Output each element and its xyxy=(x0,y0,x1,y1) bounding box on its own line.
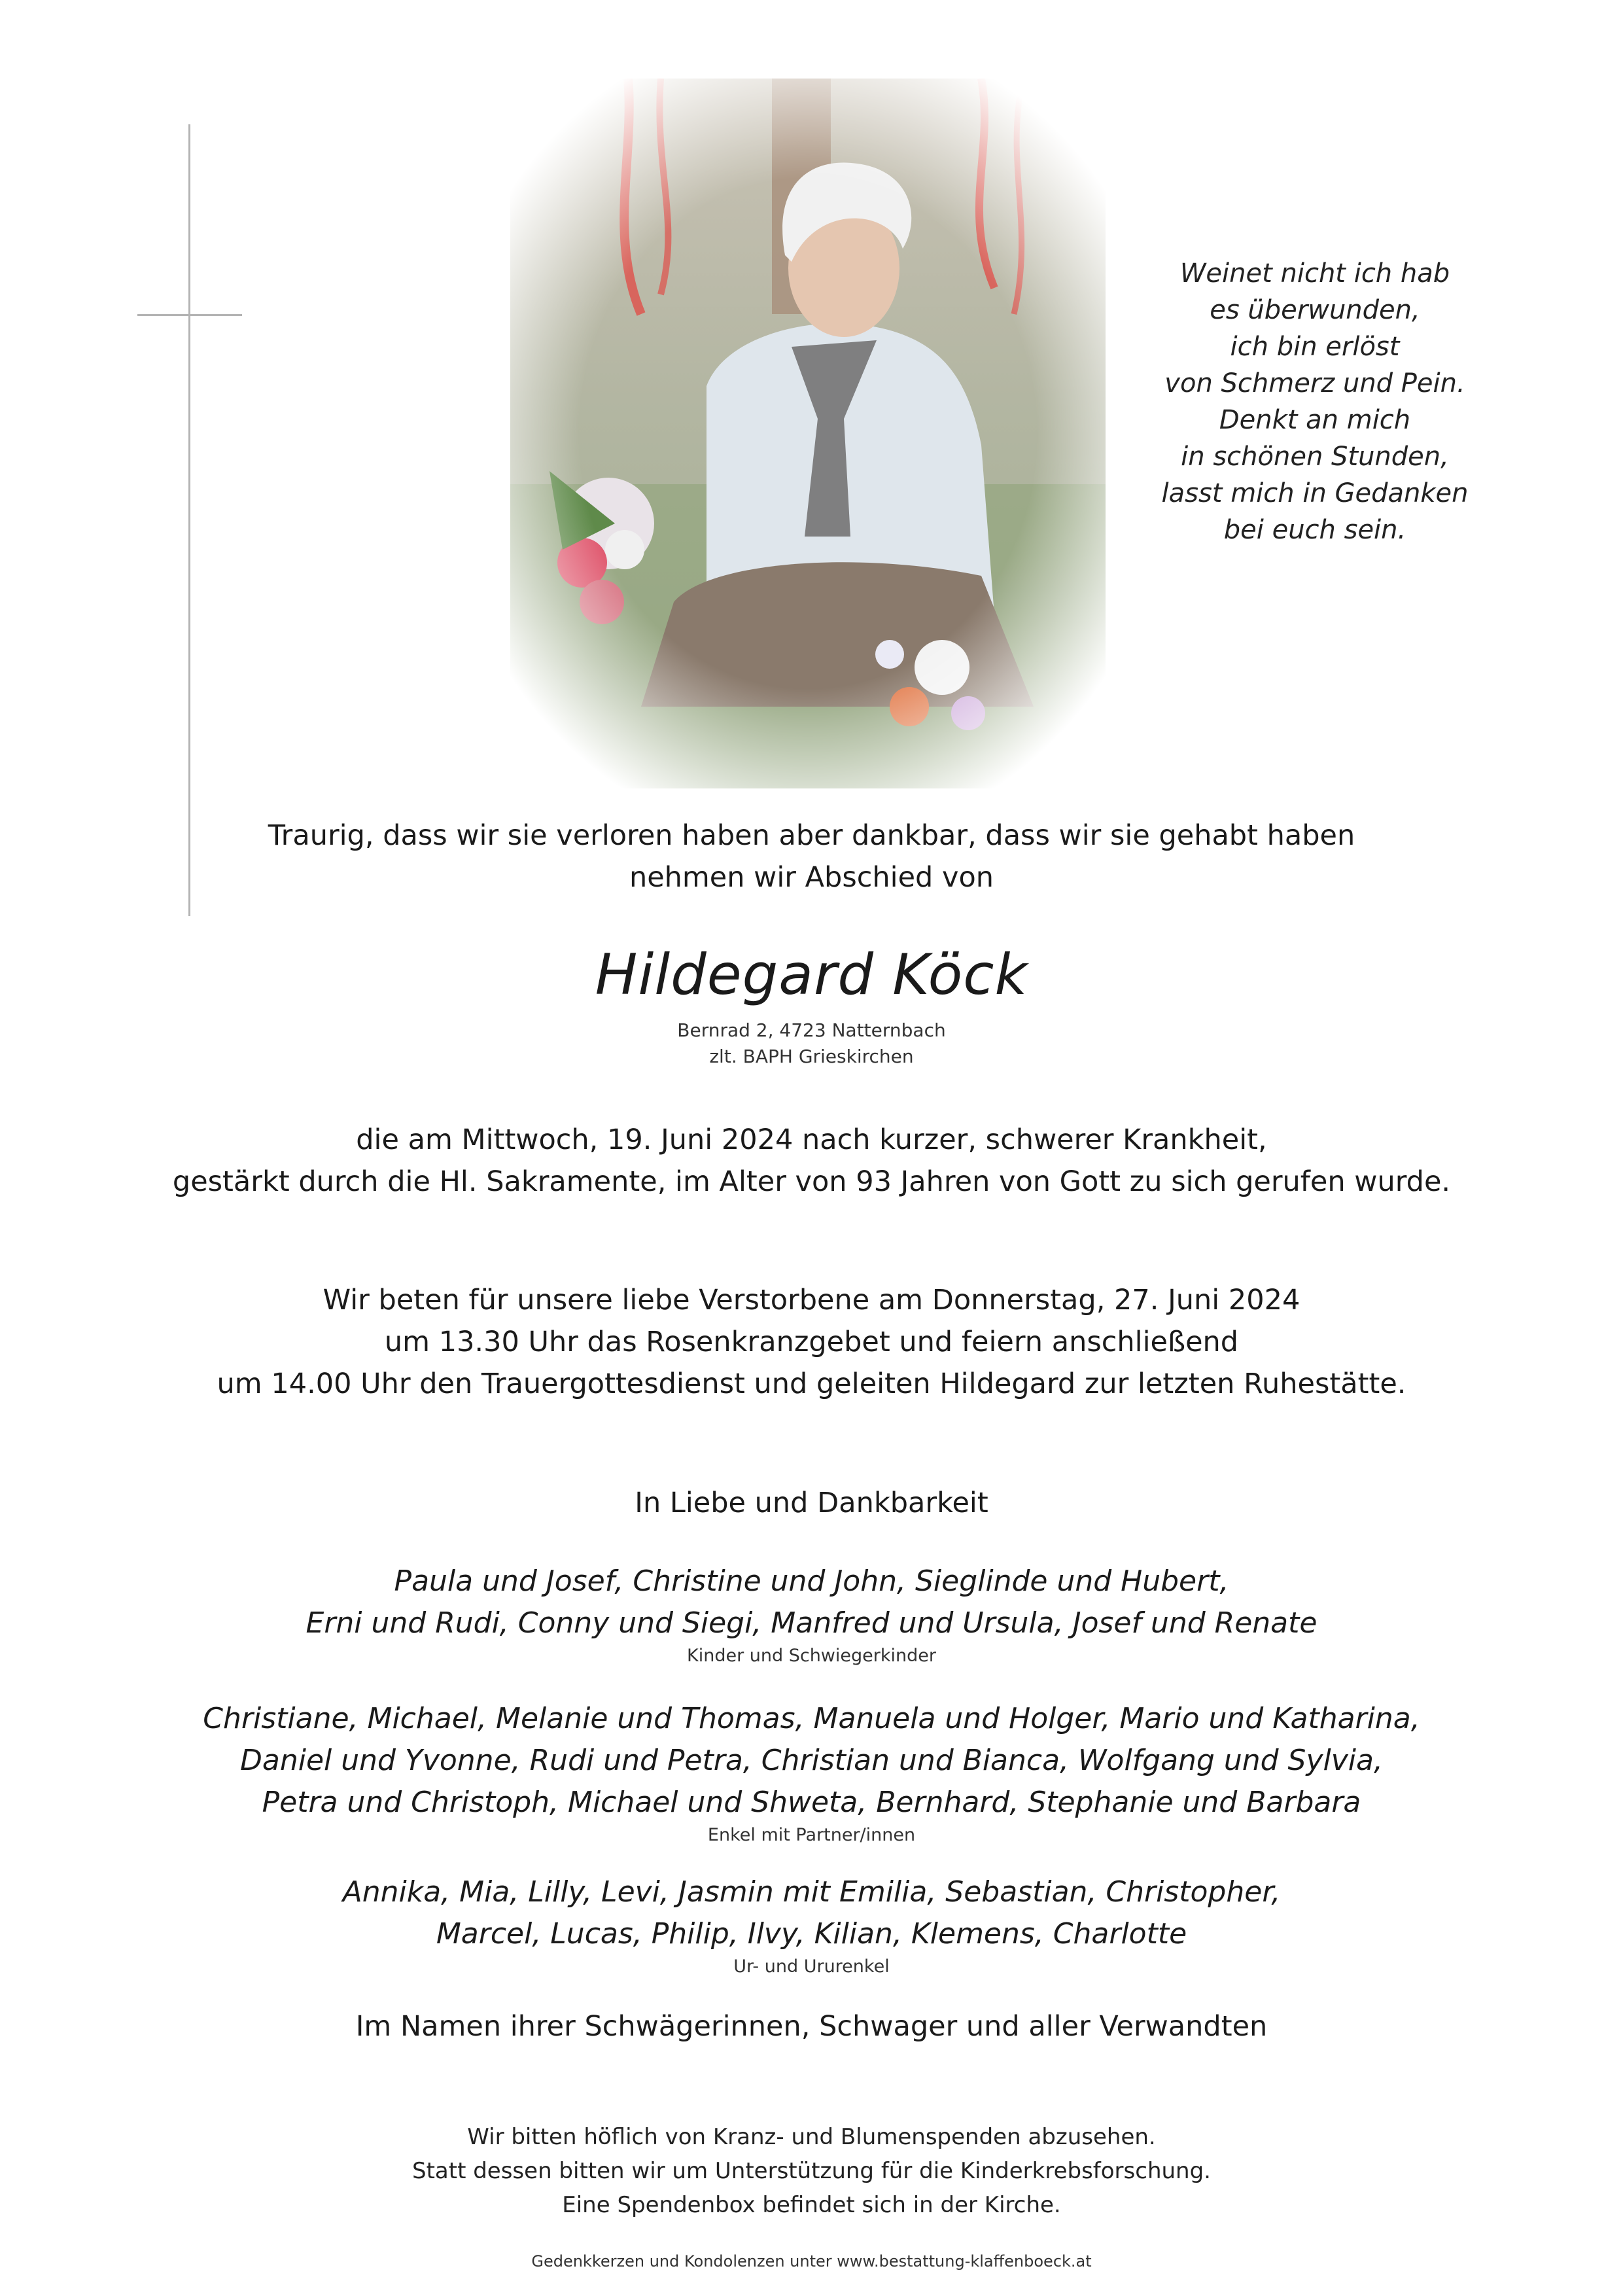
poem-line: lasst mich in Gedanken xyxy=(1161,478,1469,508)
service-line: um 14.00 Uhr den Trauergottesdienst und geleiten Hildegard zur letzten Ruhestätte. xyxy=(217,1368,1406,1400)
in-love-heading: In Liebe und Dankbarkeit xyxy=(635,1487,988,1519)
deceased-address xyxy=(0,1017,1623,1070)
family-line: Petra und Christoph, Michael und Shweta, Bernhard, Stephanie und Barbara xyxy=(262,1786,1361,1819)
service-info xyxy=(0,1279,1623,1405)
donation-line: Statt dessen bitten wir um Unterstützung für die Kinderkrebsforschung. xyxy=(412,2158,1211,2184)
family-grandchildren xyxy=(0,1698,1623,1847)
donation-note xyxy=(0,2120,1623,2222)
death-line: gestärkt durch die Hl. Sakramente, im Alter von 93 Jahren von Gott zu sich gerufen wurde. xyxy=(172,1165,1451,1198)
intro-text xyxy=(0,815,1623,898)
portrait-illustration xyxy=(510,79,1106,788)
family-great-grandchildren xyxy=(0,1871,1623,1979)
family-line: Daniel und Yvonne, Rudi und Petra, Christian und Bianca, Wolfgang und Sylvia, xyxy=(240,1744,1383,1777)
poem-line: Denkt an mich xyxy=(1219,405,1411,435)
donation-line: Eine Spendenbox befindet sich in der Kirche. xyxy=(562,2192,1061,2218)
cross-horizontal-bar xyxy=(137,314,242,316)
death-notice xyxy=(0,1119,1623,1203)
family-line: Erni und Rudi, Conny und Siegi, Manfred und Ursula, Josef und Renate xyxy=(305,1606,1318,1640)
address-line: Bernrad 2, 4723 Natternbach xyxy=(677,1019,946,1041)
relatives-note: Im Namen ihrer Schwägerinnen, Schwager und aller Verwandten xyxy=(355,2010,1268,2043)
poem xyxy=(1106,255,1524,548)
footer-text: Gedenkkerzen und Kondolenzen unter www.bestattung-klaffenboeck.at xyxy=(531,2252,1092,2270)
poem-line: bei euch sein. xyxy=(1223,515,1406,545)
service-line: um 13.30 Uhr das Rosenkranzgebet und feiern anschließend xyxy=(384,1326,1239,1358)
family-line: Annika, Mia, Lilly, Levi, Jasmin mit Emilia, Sebastian, Christopher, xyxy=(342,1875,1281,1909)
family-line: Paula und Josef, Christine und John, Sieglinde und Hubert, xyxy=(394,1564,1229,1598)
poem-line: in schönen Stunden, xyxy=(1181,442,1449,472)
address-line: zlt. BAPH Grieskirchen xyxy=(709,1046,914,1067)
death-line: die am Mittwoch, 19. Juni 2024 nach kurzer, schwerer Krankheit, xyxy=(356,1123,1267,1156)
poem-line: es überwunden, xyxy=(1210,295,1420,325)
cross-vertical-bar xyxy=(188,124,190,916)
deceased-name: Hildegard Köck xyxy=(595,942,1028,1008)
service-line: Wir beten für unsere liebe Verstorbene am Donnerstag, 27. Juni 2024 xyxy=(323,1284,1300,1316)
family-line: Christiane, Michael, Melanie und Thomas, Manuela und Holger, Mario und Katharina, xyxy=(203,1702,1420,1735)
family-role: Enkel mit Partner/innen xyxy=(707,1825,916,1845)
family-line: Marcel, Lucas, Philip, Ilvy, Kilian, Klemens, Charlotte xyxy=(436,1917,1187,1951)
poem-line: Weinet nicht ich hab xyxy=(1179,258,1450,289)
donation-line: Wir bitten höflich von Kranz- und Blumenspenden abzusehen. xyxy=(467,2124,1156,2150)
poem-line: von Schmerz und Pein. xyxy=(1164,368,1465,398)
portrait-photo xyxy=(510,79,1106,788)
poem-line: ich bin erlöst xyxy=(1230,332,1400,362)
family-children xyxy=(0,1561,1623,1668)
intro-line: Traurig, dass wir sie verloren haben aber dankbar, dass wir sie gehabt haben xyxy=(268,819,1355,852)
family-role: Ur- und Ururenkel xyxy=(733,1956,890,1977)
family-role: Kinder und Schwiegerkinder xyxy=(687,1646,936,1666)
intro-line: nehmen wir Abschied von xyxy=(629,861,994,894)
